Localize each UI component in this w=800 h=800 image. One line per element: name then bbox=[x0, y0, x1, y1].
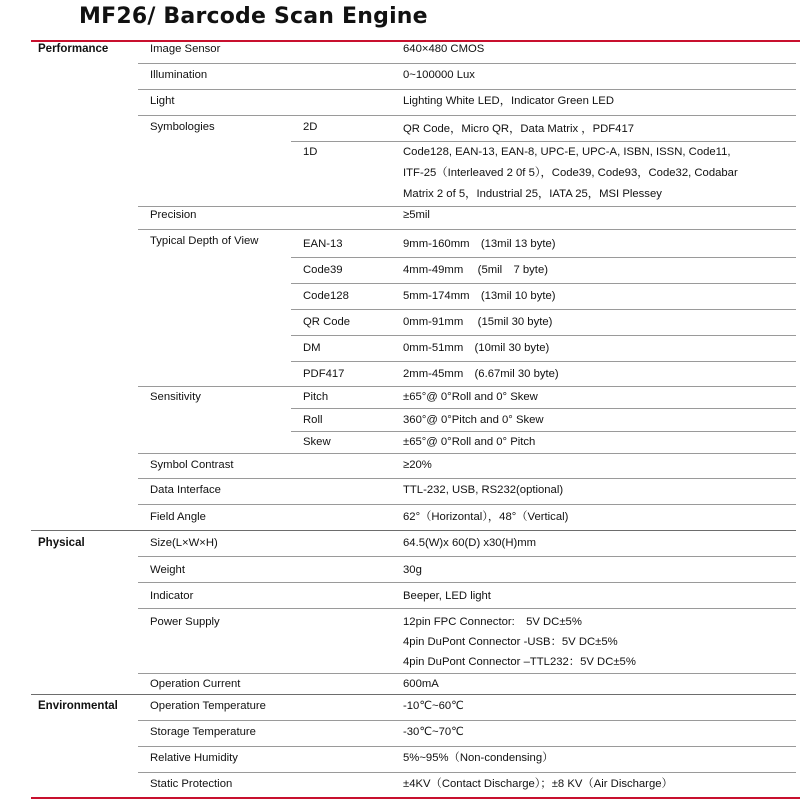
sub-dm: DM bbox=[303, 342, 321, 354]
row-divider bbox=[138, 772, 796, 773]
label-illumination: Illumination bbox=[150, 69, 208, 81]
label-depth: Typical Depth of View bbox=[150, 235, 259, 247]
sub-pdf417: PDF417 bbox=[303, 368, 345, 380]
sub-pitch: Pitch bbox=[303, 391, 329, 403]
value-operation-temperature: -10℃~60℃ bbox=[403, 700, 464, 712]
label-weight: Weight bbox=[150, 564, 185, 576]
label-operation-temperature: Operation Temperature bbox=[150, 700, 266, 712]
label-image-sensor: Image Sensor bbox=[150, 43, 221, 55]
section-environmental: Environmental bbox=[38, 700, 118, 712]
value-dm: 0mm-51mm (10mil 30 byte) bbox=[403, 342, 550, 354]
row-divider bbox=[138, 582, 796, 583]
sub-2d: 2D bbox=[303, 121, 318, 133]
label-size: Size(L×W×H) bbox=[150, 537, 218, 549]
value-static-protection: ±4KV（Contact Discharge）；±8 KV（Air Discharge） bbox=[403, 778, 673, 790]
section-divider bbox=[31, 530, 796, 531]
row-divider bbox=[291, 361, 796, 362]
value-field-angle: 62°（Horizontal），48°（Vertical) bbox=[403, 511, 569, 523]
label-precision: Precision bbox=[150, 209, 197, 221]
sub-skew: Skew bbox=[303, 436, 331, 448]
value-1d-line: ITF-25（Interleaved 2 0f 5），Code39, Code93，Code32, Codabar bbox=[403, 167, 738, 179]
row-divider bbox=[138, 63, 796, 64]
value-data-interface: TTL-232, USB, RS232(optional) bbox=[403, 484, 564, 496]
sub-1d: 1D bbox=[303, 146, 318, 158]
value-2d: QR Code，Micro QR，Data Matrix ，PDF417 bbox=[403, 123, 635, 135]
value-image-sensor: 640×480 CMOS bbox=[403, 43, 485, 55]
section-divider bbox=[31, 694, 796, 695]
row-divider bbox=[291, 335, 796, 336]
row-divider bbox=[138, 453, 796, 454]
label-indicator: Indicator bbox=[150, 590, 194, 602]
value-storage-temperature: -30℃~70℃ bbox=[403, 726, 464, 738]
value-pitch: ±65°@ 0°Roll and 0° Skew bbox=[403, 391, 538, 403]
value-light: Lighting White LED，Indicator Green LED bbox=[403, 95, 614, 107]
value-size: 64.5(W)x 60(D) x30(H)mm bbox=[403, 537, 537, 549]
label-field-angle: Field Angle bbox=[150, 511, 206, 523]
row-divider bbox=[291, 283, 796, 284]
value-operation-current: 600mA bbox=[403, 678, 439, 690]
row-divider bbox=[138, 608, 796, 609]
value-code39: 4mm-49mm (5mil 7 byte) bbox=[403, 264, 548, 276]
value-precision: ≥5mil bbox=[403, 209, 430, 221]
row-divider bbox=[138, 229, 796, 230]
row-divider bbox=[138, 478, 796, 479]
value-ean13: 9mm-160mm (13mil 13 byte) bbox=[403, 238, 556, 250]
row-divider bbox=[138, 746, 796, 747]
value-roll: 360°@ 0°Pitch and 0° Skew bbox=[403, 414, 544, 426]
row-divider bbox=[138, 115, 796, 116]
row-divider bbox=[291, 408, 796, 409]
label-operation-current: Operation Current bbox=[150, 678, 241, 690]
row-divider bbox=[291, 141, 796, 142]
row-divider bbox=[138, 556, 796, 557]
sub-code39: Code39 bbox=[303, 264, 343, 276]
value-skew: ±65°@ 0°Roll and 0° Pitch bbox=[403, 436, 536, 448]
row-divider bbox=[138, 386, 796, 387]
row-divider bbox=[138, 720, 796, 721]
label-symbologies: Symbologies bbox=[150, 121, 215, 133]
value-symbol-contrast: ≥20% bbox=[403, 459, 432, 471]
label-symbol-contrast: Symbol Contrast bbox=[150, 459, 234, 471]
label-light: Light bbox=[150, 95, 175, 107]
section-performance: Performance bbox=[38, 43, 109, 55]
value-power-line: 4pin DuPont Connector -USB：5V DC±5% bbox=[403, 636, 618, 648]
value-weight: 30g bbox=[403, 564, 422, 576]
row-divider bbox=[138, 504, 796, 505]
label-relative-humidity: Relative Humidity bbox=[150, 752, 238, 764]
sub-qr-code: QR Code bbox=[303, 316, 351, 328]
row-divider bbox=[138, 206, 796, 207]
header-divider bbox=[31, 40, 800, 42]
value-1d-line: Code128, EAN-13, EAN-8, UPC-E, UPC-A, ISBN, ISSN, Code11, bbox=[403, 146, 731, 158]
value-illumination: 0~100000 Lux bbox=[403, 69, 475, 81]
value-relative-humidity: 5%~95%（Non-condensing） bbox=[403, 752, 554, 764]
sub-code128: Code128 bbox=[303, 290, 349, 302]
label-power-supply: Power Supply bbox=[150, 616, 220, 628]
value-indicator: Beeper, LED light bbox=[403, 590, 491, 602]
label-storage-temperature: Storage Temperature bbox=[150, 726, 256, 738]
row-divider bbox=[291, 431, 796, 432]
value-pdf417: 2mm-45mm (6.67mil 30 byte) bbox=[403, 368, 559, 380]
value-qr-code: 0mm-91mm (15mil 30 byte) bbox=[403, 316, 553, 328]
label-static-protection: Static Protection bbox=[150, 778, 233, 790]
label-sensitivity: Sensitivity bbox=[150, 391, 201, 403]
footer-divider bbox=[31, 797, 800, 799]
sub-ean13: EAN-13 bbox=[303, 238, 343, 250]
row-divider bbox=[138, 89, 796, 90]
row-divider bbox=[138, 673, 796, 674]
value-1d-line: Matrix 2 of 5，Industrial 25，IATA 25，MSI Plessey bbox=[403, 188, 662, 200]
label-data-interface: Data Interface bbox=[150, 484, 221, 496]
row-divider bbox=[291, 309, 796, 310]
value-code128: 5mm-174mm (13mil 10 byte) bbox=[403, 290, 556, 302]
row-divider bbox=[291, 257, 796, 258]
value-power-line: 4pin DuPont Connector –TTL232：5V DC±5% bbox=[403, 656, 636, 668]
page-title: MF26/ Barcode Scan Engine bbox=[79, 4, 428, 29]
value-power-line: 12pin FPC Connector: 5V DC±5% bbox=[403, 616, 582, 628]
sub-roll: Roll bbox=[303, 414, 323, 426]
section-physical: Physical bbox=[38, 537, 85, 549]
